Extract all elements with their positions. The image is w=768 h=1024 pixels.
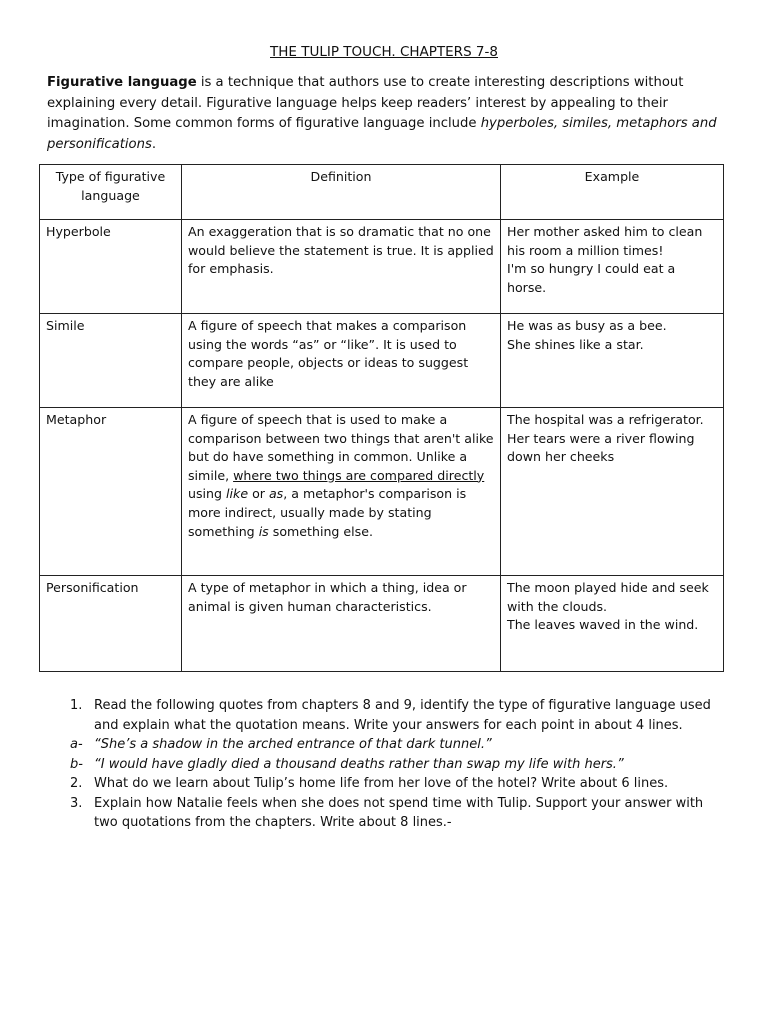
page-title: THE TULIP TOUCH. CHAPTERS 7-8 xyxy=(270,44,498,60)
definition-cell xyxy=(182,408,501,576)
example-cell xyxy=(501,576,724,672)
header-definition: Definition xyxy=(182,165,501,220)
quote-text: “She’s a shadow in the arched entrance of that dark tunnel.” xyxy=(94,737,492,752)
list-item xyxy=(40,794,730,833)
list-marker: b- xyxy=(70,756,83,772)
question-text: What do we learn about Tulip’s home life from her love of the hotel? Write about 6 lines. xyxy=(94,776,669,791)
example-line: The hospital was a refrigerator. xyxy=(507,412,704,427)
example-line: Her tears were a river flowing down her cheeks xyxy=(507,430,695,465)
table-row xyxy=(40,314,724,408)
example-cell xyxy=(501,314,724,408)
definition-text: or xyxy=(248,486,269,502)
header-type: Type of figurative language xyxy=(40,165,182,220)
italic-word: like xyxy=(226,486,249,502)
list-marker: 1. xyxy=(70,698,83,713)
list-marker: 2. xyxy=(70,776,83,791)
type-cell: Simile xyxy=(40,314,182,408)
table-row xyxy=(40,408,724,576)
table-header-row xyxy=(40,165,724,220)
intro-text-end: . xyxy=(151,136,157,152)
example-line: The leaves waved in the wind. xyxy=(507,617,699,633)
list-item xyxy=(40,774,730,794)
definition-cell: A figure of speech that makes a comparison using the words “as” or “like”. It is used to compare people, objects or ideas to suggest they are alike xyxy=(182,314,501,408)
list-item xyxy=(40,696,730,735)
type-cell: Metaphor xyxy=(40,408,182,576)
definition-text: something else. xyxy=(268,523,373,539)
underlined-text: where two things are compared directly xyxy=(233,467,485,483)
example-line: The moon played hide and seek with the clouds. xyxy=(507,580,709,614)
question-text: Read the following quotes from chapters 8 and 9, identify the type of figurative language used and explain what the quotation means. Write your answers for each point in about 4 lines. xyxy=(94,698,711,733)
italic-word: as xyxy=(268,486,284,502)
definition-text: using xyxy=(188,486,227,502)
list-item xyxy=(40,735,730,755)
type-cell: Hyperbole xyxy=(40,220,182,314)
example-line: He was as busy as a bee. xyxy=(507,318,667,333)
question-text: Explain how Natalie feels when she does not spend time with Tulip. Support your answer with two quotations from the chapters. Write about 8 lines.- xyxy=(94,795,704,830)
definition-text: , a metaphor's comparison is more indirect, usually made by stating something xyxy=(188,486,467,539)
list-item xyxy=(40,755,730,775)
example-cell xyxy=(501,408,724,576)
definition-cell: An exaggeration that is so dramatic that no one would believe the statement is true. It is applied for emphasis. xyxy=(182,220,501,314)
example-line: She shines like a star. xyxy=(507,336,644,352)
table-row xyxy=(40,220,724,314)
figurative-language-table xyxy=(39,164,724,672)
type-cell: Personification xyxy=(40,576,182,672)
italic-word: is xyxy=(258,523,269,539)
list-marker: a- xyxy=(70,737,83,752)
intro-text: is a technique that authors use to create interesting descriptions without explaining every detail. Figurative language helps keep readers’ interest by appealing to their imagination. Some common forms of figurative language include xyxy=(47,75,684,131)
definition-text: A figure of speech that is used to make a comparison between two things that aren't alike but do have something in common. Unlike a simile, xyxy=(188,412,494,483)
table-row xyxy=(40,576,724,672)
intro-paragraph xyxy=(47,73,727,155)
example-cell xyxy=(501,220,724,314)
questions-list xyxy=(40,696,730,833)
header-example: Example xyxy=(501,165,724,220)
example-line: Her mother asked him to clean his room a million times! xyxy=(507,224,703,258)
definition-cell: A type of metaphor in which a thing, idea or animal is given human characteristics. xyxy=(182,576,501,672)
intro-bold-term: Figurative language xyxy=(47,75,197,90)
intro-italic-list: hyperboles, similes, metaphors and personifications xyxy=(47,116,717,152)
list-marker: 3. xyxy=(70,795,83,811)
quote-text: “I would have gladly died a thousand deaths rather than swap my life with hers.” xyxy=(94,756,624,772)
example-line: I'm so hungry I could eat a horse. xyxy=(507,261,676,295)
